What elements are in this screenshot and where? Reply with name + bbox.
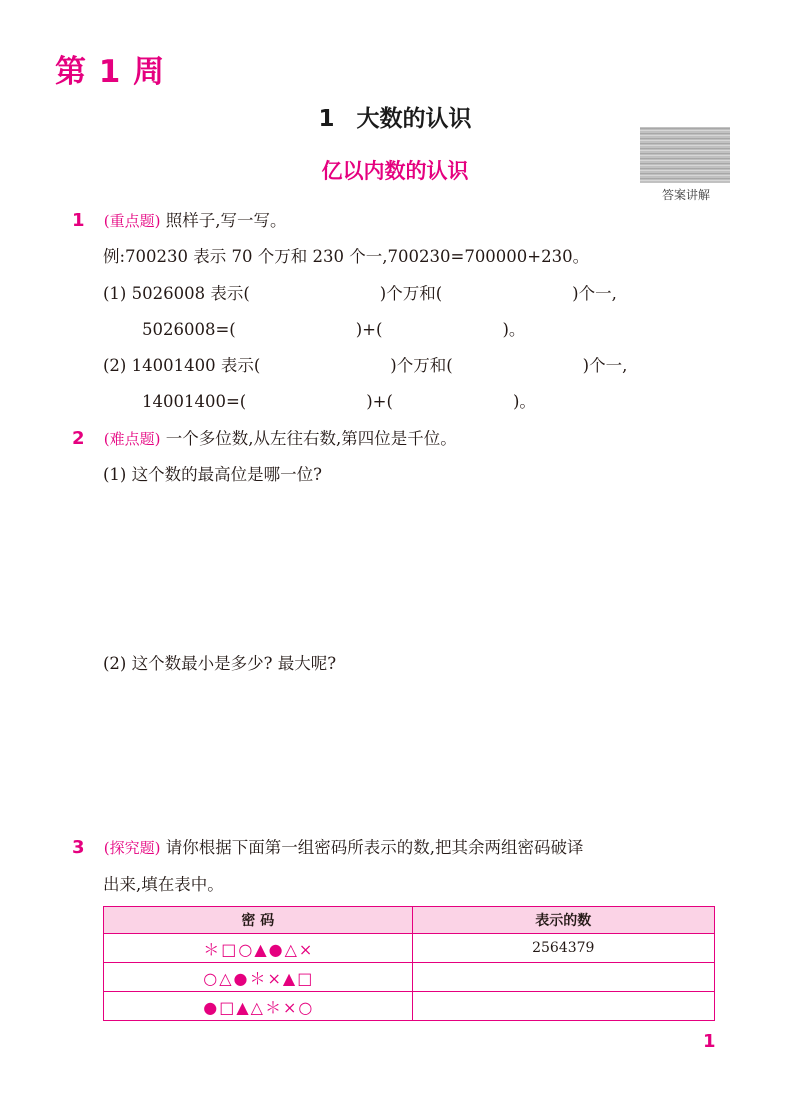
code-cell — [104, 934, 413, 963]
star-symbol: ＊ — [264, 997, 281, 1017]
question-3-header — [72, 834, 584, 858]
question-3-text-continued: 出来,填在表中。 — [103, 875, 224, 894]
filled-triangle-symbol: ▲ — [254, 939, 267, 959]
circle-symbol: ○ — [238, 939, 253, 959]
text: )个一, — [582, 356, 628, 375]
table-row — [104, 963, 715, 992]
text: )+( — [355, 320, 383, 339]
qr-label: 答案讲解 — [661, 188, 710, 202]
question-number: 3 — [72, 837, 85, 858]
header-code: 密 码 — [104, 907, 413, 934]
question-1-part-1a — [103, 280, 617, 304]
question-1-header — [72, 207, 287, 231]
text: )+( — [366, 392, 393, 411]
question-text: 照样子,写一写。 — [165, 211, 287, 230]
code-cell — [104, 963, 413, 992]
unit-number: 1 — [318, 106, 335, 132]
week-heading: 第 1 周 — [55, 54, 166, 90]
filled-circle-symbol: ● — [268, 939, 283, 959]
question-2-header — [72, 425, 457, 449]
table-row — [104, 934, 715, 963]
cross-symbol: × — [267, 968, 281, 988]
unit-title-text: 大数的认识 — [356, 106, 472, 132]
circle-symbol: ○ — [203, 968, 218, 988]
value-cell-input[interactable] — [412, 992, 714, 1021]
question-1-part-2a — [103, 352, 627, 376]
question-2-part-2: (2) 这个数最小是多少? 最大呢? — [103, 654, 337, 673]
cross-symbol: × — [298, 939, 313, 959]
cross-symbol: × — [282, 997, 297, 1017]
question-tag: (探究题) — [103, 839, 161, 857]
text: 14001400=( — [142, 392, 247, 411]
question-1-part-2b — [142, 388, 536, 412]
filled-circle-symbol: ● — [233, 968, 248, 988]
page-number: 1 — [703, 1031, 716, 1052]
value-cell: 2564379 — [412, 934, 714, 963]
text: )个万和( — [390, 356, 453, 375]
code-cell — [104, 992, 413, 1021]
filled-triangle-symbol: ▲ — [282, 968, 296, 988]
text: (2) 14001400 表示( — [103, 356, 261, 375]
filled-triangle-symbol: ▲ — [236, 997, 249, 1017]
question-1-example: 例:700230 表示 70 个万和 230 个一,700230=700000+230。 — [103, 247, 590, 266]
question-text: 一个多位数,从左往右数,第四位是千位。 — [165, 429, 457, 448]
square-symbol: □ — [297, 968, 313, 988]
table-header-row — [104, 907, 715, 934]
triangle-symbol: △ — [250, 997, 263, 1017]
text: )。 — [502, 320, 526, 339]
question-2-part-1: (1) 这个数的最高位是哪一位? — [103, 465, 322, 484]
text: )个一, — [572, 284, 617, 303]
answer-space[interactable] — [103, 680, 713, 820]
question-text: 请你根据下面第一组密码所表示的数,把其余两组密码破译 — [165, 838, 584, 857]
text: (1) 5026008 表示( — [103, 284, 250, 303]
text: 5026008=( — [142, 320, 236, 339]
header-value: 表示的数 — [412, 907, 714, 934]
triangle-symbol: △ — [219, 968, 232, 988]
question-tag: (重点题) — [103, 212, 161, 230]
qr-code-image[interactable] — [640, 127, 730, 183]
text: )。 — [512, 392, 536, 411]
table-row — [104, 992, 715, 1021]
question-1-part-1b — [142, 316, 525, 340]
triangle-symbol: △ — [284, 939, 297, 959]
text: )个万和( — [379, 284, 443, 303]
question-number: 1 — [72, 210, 85, 231]
value-cell-input[interactable] — [412, 963, 714, 992]
star-symbol: ＊ — [203, 939, 220, 959]
square-symbol: □ — [221, 939, 237, 959]
code-table — [103, 906, 715, 1021]
star-symbol: ＊ — [249, 968, 266, 988]
filled-circle-symbol: ● — [203, 997, 218, 1017]
circle-symbol: ○ — [298, 997, 313, 1017]
answer-space[interactable] — [103, 490, 713, 640]
square-symbol: □ — [219, 997, 235, 1017]
question-tag: (难点题) — [103, 430, 161, 448]
question-number: 2 — [72, 428, 85, 449]
section-title: 亿以内数的认识 — [321, 159, 469, 183]
